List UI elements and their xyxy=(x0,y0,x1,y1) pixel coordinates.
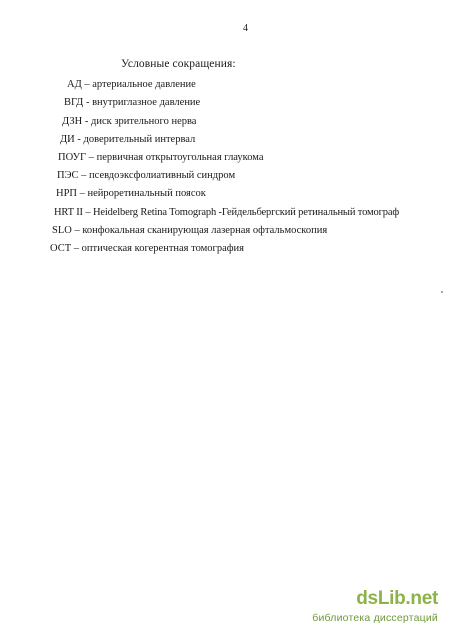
abbreviation-definition: – первичная открытоугольная глаукома xyxy=(86,152,264,163)
abbreviation-item xyxy=(56,188,206,199)
abbreviation-item xyxy=(52,225,327,236)
abbreviation-definition: – оптическая когерентная томография xyxy=(71,243,245,254)
abbreviation-term: ОСТ xyxy=(50,243,72,254)
abbreviation-definition: – Heidelberg Retina Tomograph -Гейдельбергский ретинальный томограф xyxy=(82,207,399,218)
scan-speck xyxy=(441,291,443,293)
abbreviation-term: НРП xyxy=(56,188,78,199)
abbreviation-item xyxy=(58,152,264,163)
abbreviation-item xyxy=(67,79,196,90)
abbreviation-definition: – псевдоэксфолиативный синдром xyxy=(78,170,236,181)
watermark-logo-lib: Lib.net xyxy=(377,588,438,609)
abbreviation-term: ВГД xyxy=(64,97,84,108)
abbreviation-item xyxy=(64,97,200,108)
abbreviation-term: ДЗН xyxy=(62,116,83,127)
abbreviation-definition: - доверительный интервал xyxy=(74,134,196,145)
abbreviation-term: SLO xyxy=(52,225,72,236)
abbreviation-term: ПЭС xyxy=(57,170,79,181)
abbreviation-definition: – конфокальная сканирующая лазерная офтальмоскопия xyxy=(71,225,328,236)
watermark xyxy=(262,586,442,630)
abbreviation-term: АД xyxy=(67,79,82,90)
watermark-logo xyxy=(356,588,438,610)
abbreviation-item xyxy=(60,134,195,145)
abbreviation-item xyxy=(57,170,235,181)
abbreviation-definition: - внутриглазное давление xyxy=(83,97,201,108)
watermark-logo-ds: ds xyxy=(356,588,378,609)
abbreviation-term: HRT II xyxy=(54,207,83,218)
page-number: 4 xyxy=(243,23,248,34)
abbreviation-definition: – нейроретинальный поясок xyxy=(77,188,206,199)
abbreviation-definition: – артериальное давление xyxy=(81,79,196,90)
abbreviation-item xyxy=(50,243,244,254)
abbreviation-term: ПОУГ xyxy=(58,152,87,163)
page-heading: Условные сокращения: xyxy=(121,58,236,70)
abbreviation-item xyxy=(54,207,399,218)
abbreviation-term: ДИ xyxy=(60,134,75,145)
abbreviation-definition: - диск зрительного нерва xyxy=(82,116,197,127)
watermark-subtitle: библиотека диссертаций xyxy=(312,612,438,624)
abbreviation-item xyxy=(62,116,196,127)
